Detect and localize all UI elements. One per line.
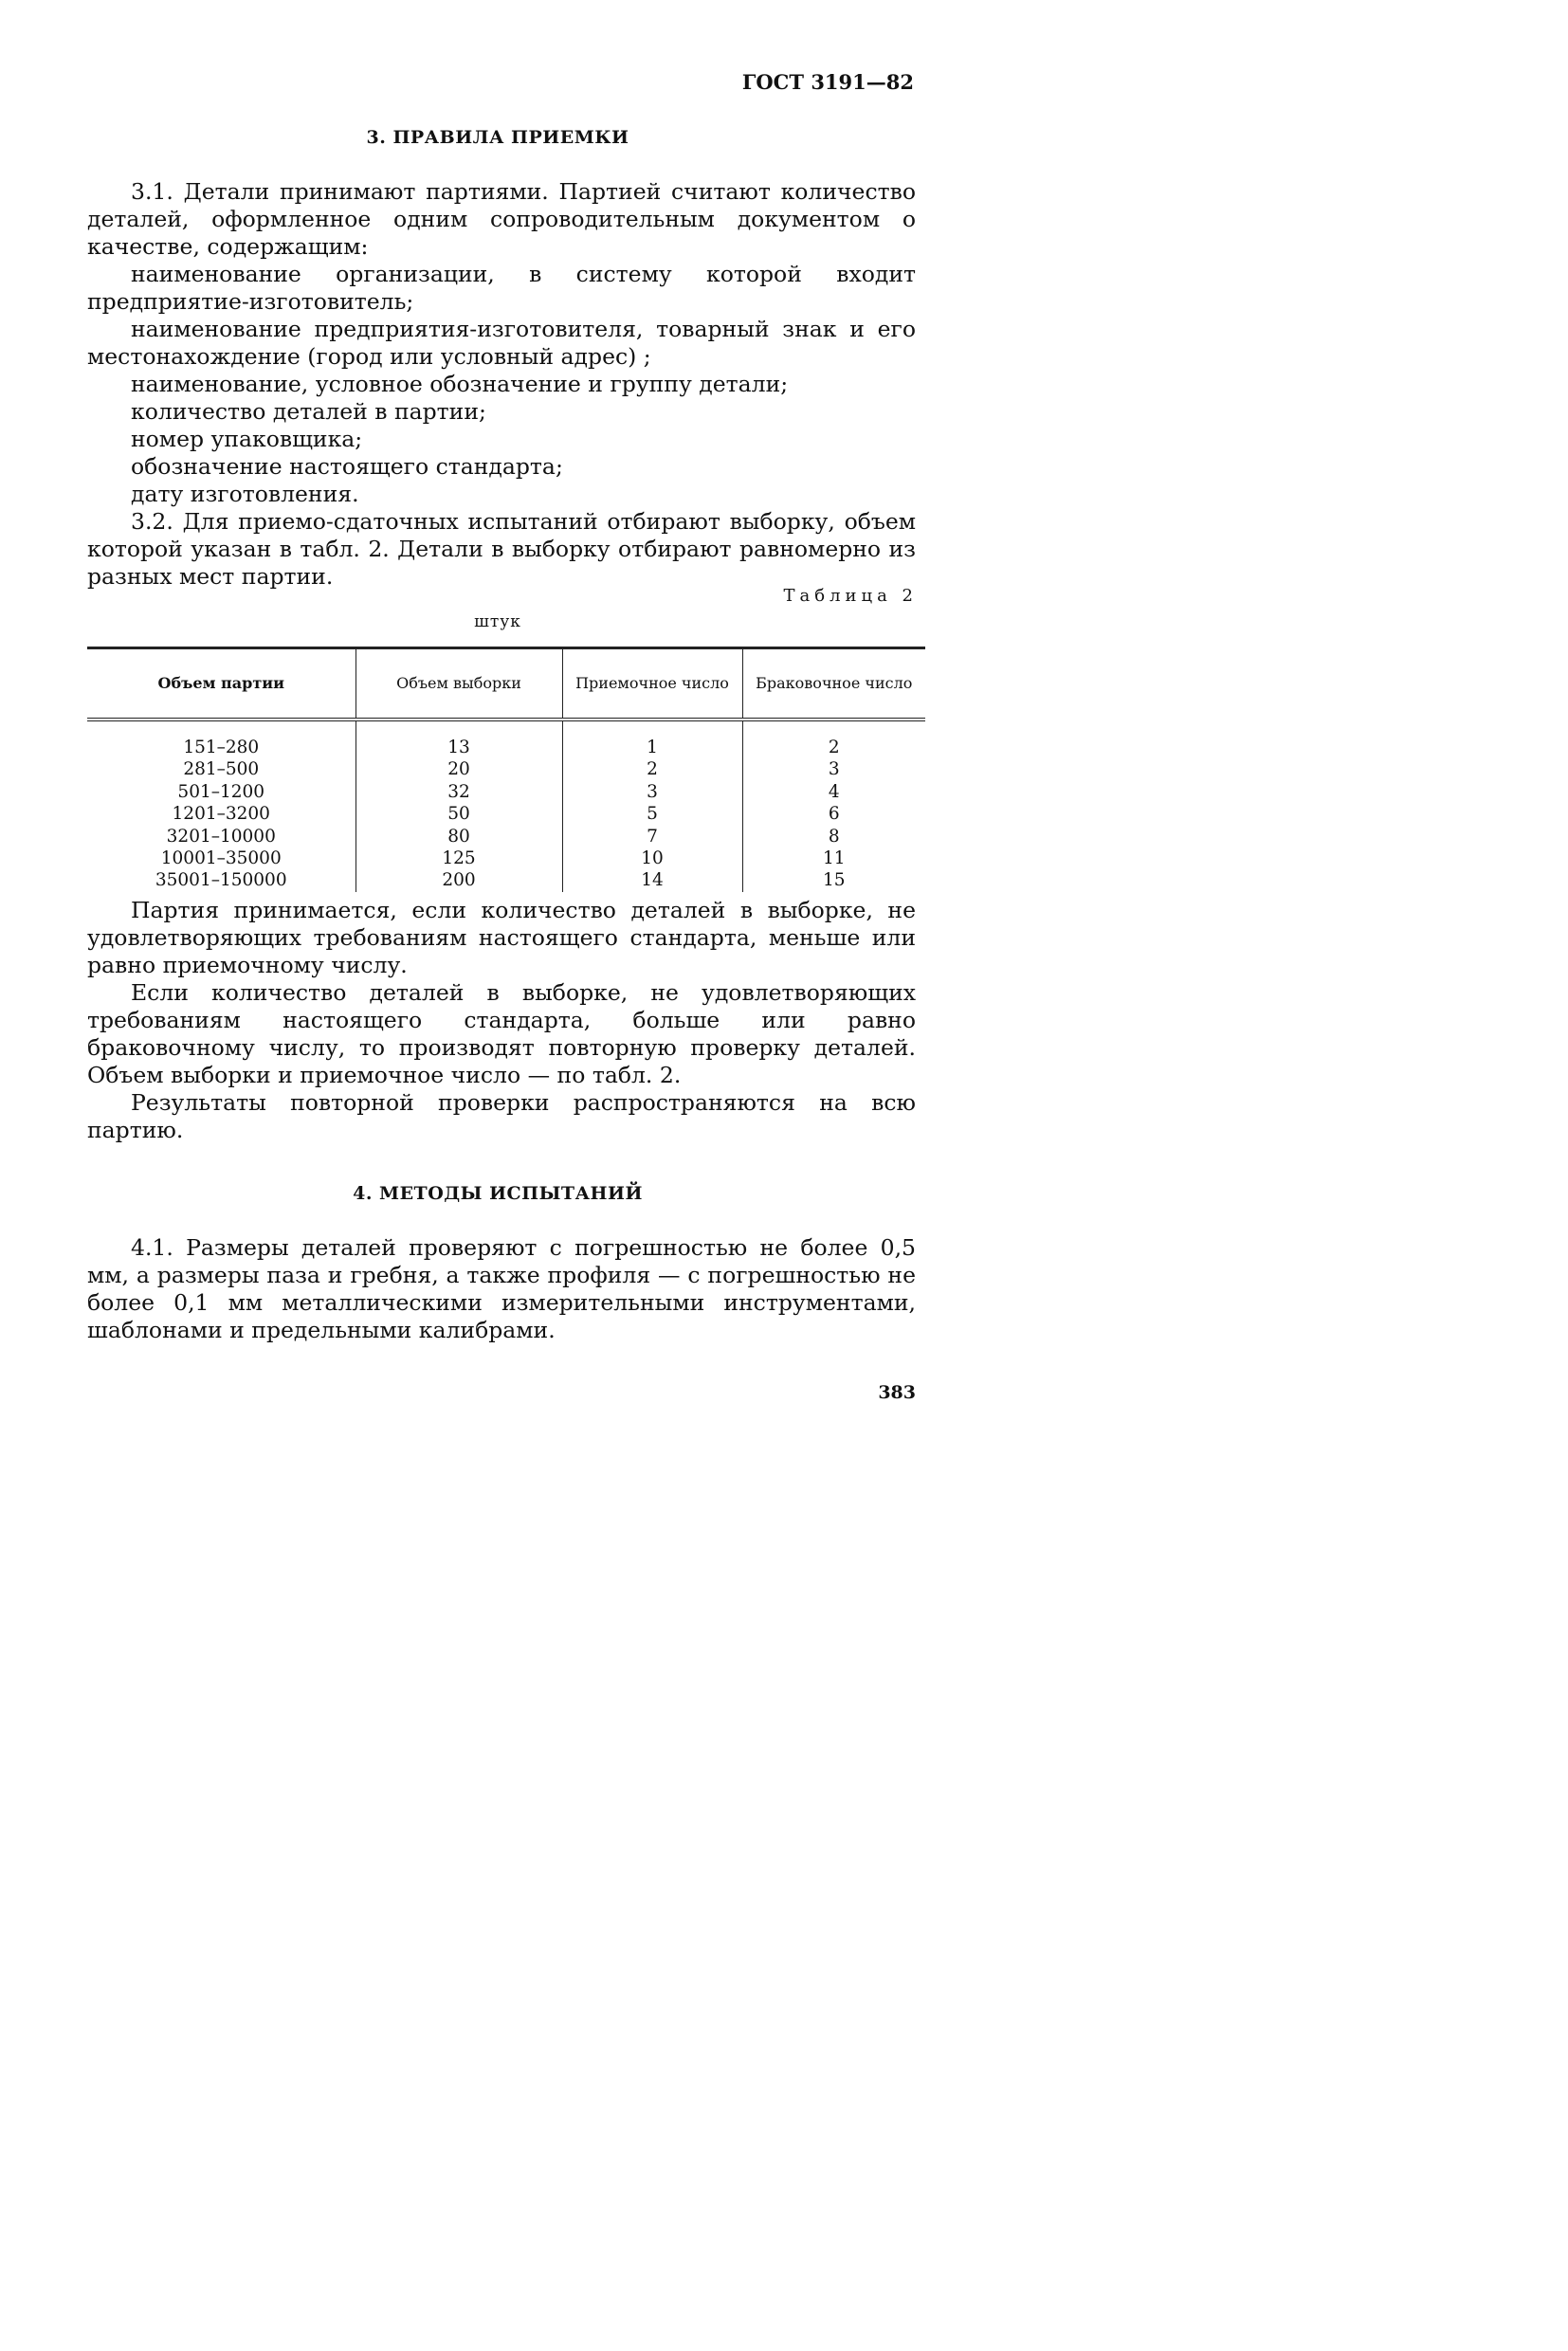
table-cell: 11	[742, 847, 925, 869]
table-row	[87, 720, 925, 758]
page-number: 383	[878, 1382, 916, 1403]
list-item: номер упаковщика;	[131, 426, 363, 452]
table-cell: 200	[356, 869, 562, 891]
table-cell: 4	[742, 781, 925, 803]
table-cell: 13	[356, 720, 562, 758]
paragraph-3-2: 3.2. Для приемо-сдаточных испытаний отбирают выборку, объем которой указан в табл. 2. Детали в выборку отбирают равномерно из разных мест партии.	[87, 508, 916, 590]
paragraph-rejection: Если количество деталей в выборке, не удовлетворяющих требованиям настоящего стандарта, больше или равно браковочному числу, то производят повторную проверку деталей. Объем выборки и приемочное число — по табл. 2.	[87, 979, 916, 1088]
column-header-rejection-number: Браковочное число	[742, 648, 925, 720]
table-cell: 2	[742, 720, 925, 758]
list-item: обозначение настоящего стандарта;	[131, 453, 563, 480]
document-id: ГОСТ 3191—82	[741, 70, 914, 94]
table-cell: 10	[562, 847, 742, 869]
table-row	[87, 847, 925, 869]
table-cell: 20	[356, 758, 562, 780]
table-cell: 15	[742, 869, 925, 891]
table-cell: 281–500	[183, 759, 260, 780]
table-header-row	[87, 648, 925, 720]
paragraph-3-1: 3.1. Детали принимают партиями. Партией считают количество деталей, оформленное одним сопроводительным документом о качестве, содержащим:	[87, 178, 916, 260]
document-page	[0, 0, 995, 1517]
table-cell: 80	[356, 826, 562, 847]
post-table-body	[87, 897, 916, 1144]
table-row	[87, 803, 925, 825]
list-item: количество деталей в партии;	[131, 398, 486, 425]
column-header-lot-size: Объем партии	[87, 648, 356, 720]
acceptance-table	[87, 647, 925, 892]
table-row	[87, 869, 925, 891]
column-header-sample-size: Объем выборки	[356, 648, 562, 720]
table-cell: 32	[356, 781, 562, 803]
table-cell: 8	[742, 826, 925, 847]
table-cell: 501–1200	[177, 781, 265, 802]
paragraph-acceptance: Партия принимается, если количество деталей в выборке, не удовлетворяющих требованиям настоящего стандарта, меньше или равно приемочному числу.	[87, 897, 916, 978]
section-3-title: 3. ПРАВИЛА ПРИЕМКИ	[366, 127, 629, 148]
table-cell: 3	[742, 758, 925, 780]
table-cell: 3	[562, 781, 742, 803]
table-cell: 5	[562, 803, 742, 825]
list-item: наименование предприятия-изготовителя, товарный знак и его местонахождение (город или условный адрес) ;	[87, 316, 916, 370]
table-row	[87, 781, 925, 803]
table-cell: 2	[562, 758, 742, 780]
list-item: наименование, условное обозначение и группу детали;	[131, 371, 789, 397]
paragraph-retest: Результаты повторной проверки распространяются на всю партию.	[87, 1089, 916, 1143]
table-cell: 1201–3200	[172, 804, 270, 825]
table-cell: 6	[742, 803, 925, 825]
table-cell: 14	[562, 869, 742, 891]
table-cell: 10001–35000	[160, 848, 282, 869]
table-cell: 50	[356, 803, 562, 825]
section-4-body	[87, 1234, 916, 1344]
column-header-acceptance-number: Приемочное число	[562, 648, 742, 720]
table-cell: 125	[356, 847, 562, 869]
table-caption: Таблица 2	[783, 586, 918, 606]
table-cell: 7	[562, 826, 742, 847]
list-item: наименование организации, в систему которой входит предприятие-изготовитель;	[87, 261, 916, 315]
list-item: дату изготовления.	[131, 481, 359, 507]
section-3-body	[87, 178, 916, 591]
table-row	[87, 826, 925, 847]
table-cell: 35001–150000	[155, 870, 287, 891]
table-cell: 1	[562, 720, 742, 758]
table-unit: штук	[474, 612, 521, 631]
table-cell: 3201–10000	[166, 826, 276, 847]
paragraph-4-1: 4.1. Размеры деталей проверяют с погрешностью не более 0,5 мм, а размеры паза и гребня, а также профиля — с погрешностью не более 0,1 мм металлическими измерительными инструментами, шаблонами и предельными калибрами.	[87, 1234, 916, 1343]
section-4-title: 4. МЕТОДЫ ИСПЫТАНИЙ	[353, 1183, 643, 1204]
table-cell: 151–280	[183, 738, 260, 757]
table-row	[87, 758, 925, 780]
